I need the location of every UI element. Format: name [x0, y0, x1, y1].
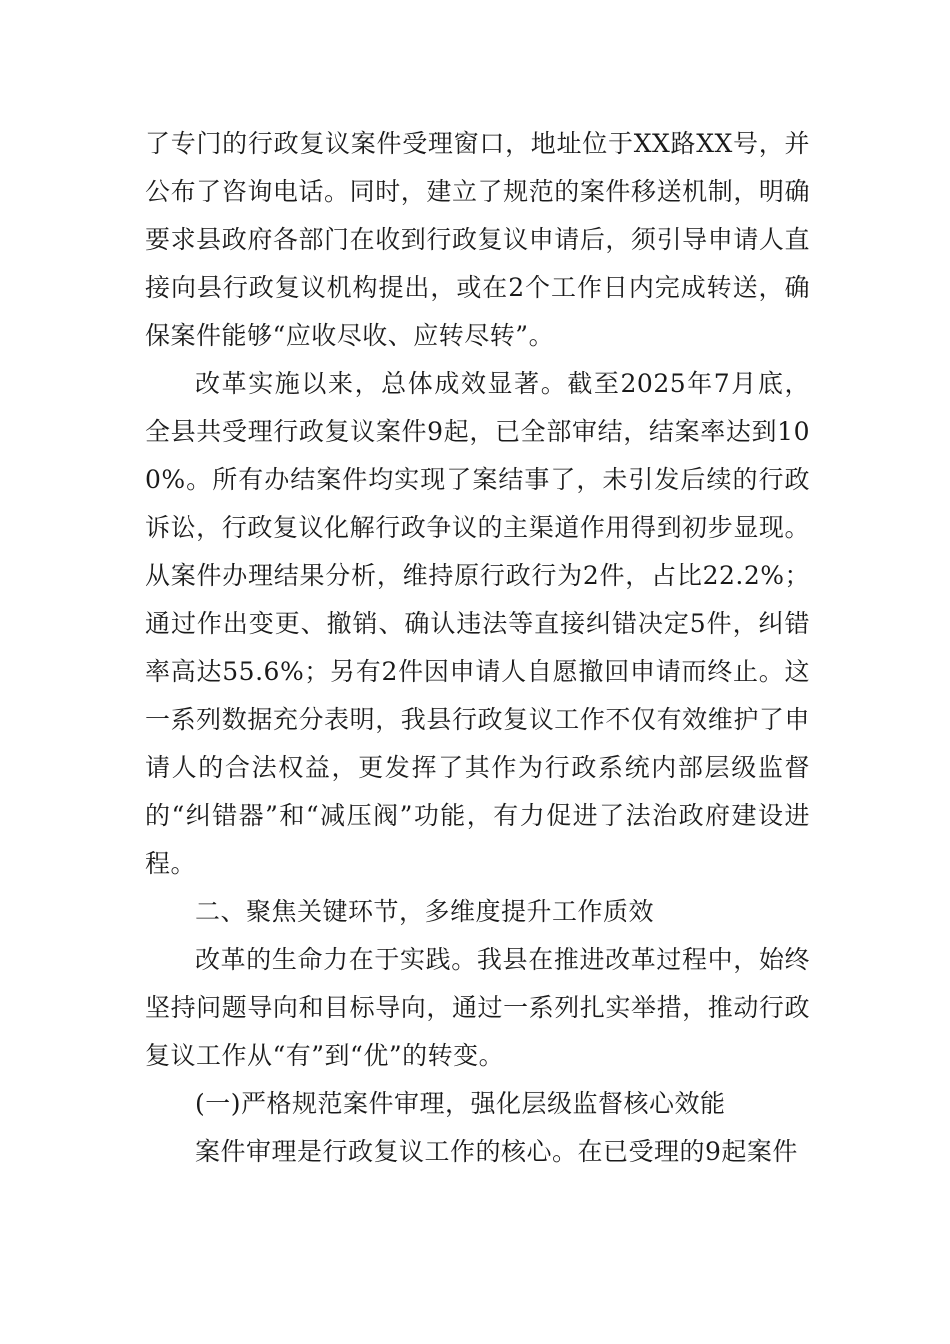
- paragraph-reform-results: 改革实施以来，总体成效显著。截至2025年7月底，全县共受理行政复议案件9起，已全部审结，结案率达到100%。所有办结案件均实现了案结事了，未引发后续的行政诉讼，行政复议化解行政争议的主渠道作用得到初步显现。从案件办理结果分析，维持原行政行为2件，占比22.2%；通过作出变更、撤销、确认违法等直接纠错决定5件，纠错率高达55.6%；另有2件因申请人自愿撤回申请而终止。这一系列数据充分表明，我县行政复议工作不仅有效维护了申请人的合法权益，更发挥了其作为行政系统内部层级监督的“纠错器”和“减压阀”功能，有力促进了法治政府建设进程。: [145, 369, 810, 878]
- section-heading-two: 二、聚焦关键环节，多维度提升工作质效: [195, 897, 655, 926]
- paragraph-reform-practice: 改革的生命力在于实践。我县在推进改革过程中，始终坚持问题导向和目标导向，通过一系列扎实举措，推动行政复议工作从“有”到“优”的转变。: [145, 945, 810, 1070]
- document-body: [145, 120, 810, 1176]
- paragraph-continuation: 了专门的行政复议案件受理窗口，地址位于XX路XX号，并公布了咨询电话。同时，建立了规范的案件移送机制，明确要求县政府各部门在收到行政复议申请后，须引导申请人直接向县行政复议机构提出，或在2个工作日内完成转送，确保案件能够“应收尽收、应转尽转”。: [145, 129, 810, 350]
- subsection-heading-one: (一)严格规范案件审理，强化层级监督核心效能: [195, 1089, 726, 1118]
- paragraph-case-review: 案件审理是行政复议工作的核心。在已受理的9起案件: [195, 1137, 798, 1166]
